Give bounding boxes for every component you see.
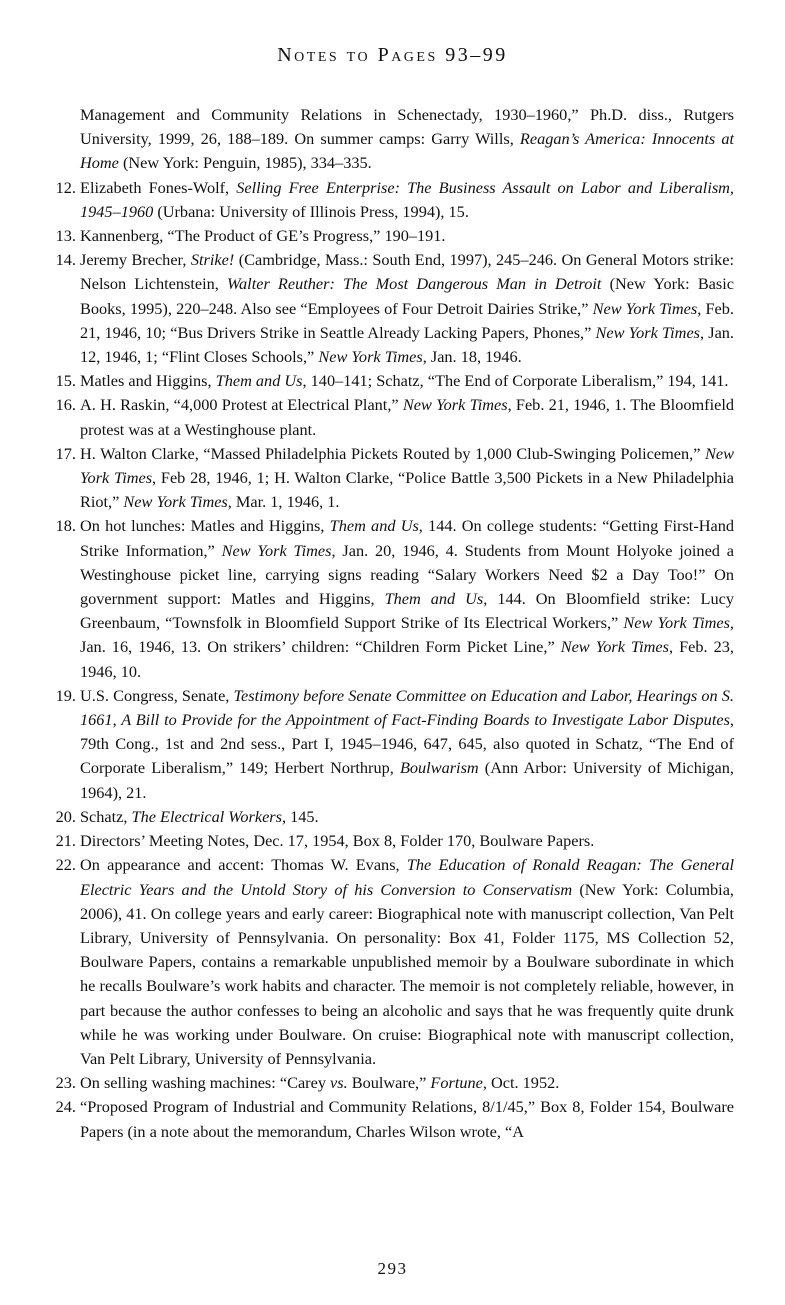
- endnote-continuation: [80, 103, 734, 176]
- endnote-number: 17.: [55, 443, 76, 463]
- endnote-text: , 144. On Bloomfield strike: Lucy Greenbaum, “Townsfolk in Bloomfield Support Strike of Its Electrical Workers,”: [80, 589, 734, 633]
- endnote-text: , Feb 28, 1946, 1; H. Walton Clarke, “Police Battle 3,500 Pickets in a New Philadelphia Riot,”: [80, 468, 734, 512]
- endnote-title-text: Them and Us: [215, 371, 303, 391]
- endnote-title-text: The Education of Ronald Reagan: The General Electric Years and the Untold Story of his Conversion to Conservatism: [80, 855, 735, 899]
- endnote: [55, 684, 734, 805]
- endnote-number: 14.: [55, 250, 76, 270]
- endnote-text: , 145.: [281, 806, 319, 826]
- endnote-text: , Oct. 1952.: [482, 1073, 560, 1093]
- endnote-title-text: New York Times: [595, 322, 701, 342]
- endnote-text: Elizabeth Fones-Wolf,: [80, 177, 237, 197]
- endnote-text: , Jan. 20, 1946, 4. Students from Mount Holyoke joined a Westinghouse picket line, carrying signs reading “Salary Workers Need $2 a Day Too!” On government support: Matles and Higgins,: [80, 540, 735, 609]
- endnote-title-text: Reagan’s America: Innocents at Home: [80, 129, 734, 173]
- page-number: 293: [377, 1259, 408, 1278]
- endnote-number: 12.: [55, 177, 76, 197]
- endnote-title-text: vs.: [330, 1073, 348, 1093]
- endnote-text: On appearance and accent: Thomas W. Evans,: [80, 855, 407, 875]
- endnote-text: “Proposed Program of Industrial and Community Relations, 8/1/45,” Box 8, Folder 154, Boulware Papers (in a note about the memorandum, Charles Wilson wrote, “A: [80, 1097, 734, 1141]
- endnote: [55, 1095, 734, 1143]
- endnote-text: (New York: Basic Books, 1995), 220–248. Also see “Employees of Four Detroit Dairies Strike,”: [80, 274, 734, 318]
- endnote-text: H. Walton Clarke, “Massed Philadelphia Pickets Routed by 1,000 Club-Swinging Policemen,”: [80, 443, 706, 463]
- endnote-text: , Feb. 21, 1946, 1. The Bloomfield protest was at a Westinghouse plant.: [80, 395, 734, 439]
- endnote-text: (New York: Columbia, 2006), 41. On college years and early career: Biographical note with manuscript collection, Van Pelt Library, University of Pennsylvania. On personality: Box 41, Folder 1175, MS Collection 52, Boulware Papers, contains a remarkable unpublished memoir by a Boulware subordinate in which he recalls Boulware’s work habits and character. The memoir is not completely reliable, however, in part because the author confesses to being an alcoholic and says that he was frequently quite drunk while he was working under Boulware. On cruise: Biographical note with manuscript collection, Van Pelt Library, University of Pennsylvania.: [80, 879, 734, 1068]
- endnote-text: , Feb. 23, 1946, 10.: [80, 637, 734, 681]
- endnote-number: 15.: [55, 371, 76, 391]
- endnote-text: U.S. Congress, Senate,: [80, 685, 234, 705]
- endnote: [55, 853, 735, 1071]
- endnote: [55, 176, 735, 224]
- endnote: [55, 805, 734, 829]
- endnote-text: Directors’ Meeting Notes, Dec. 17, 1954, Box 8, Folder 170, Boulware Papers.: [80, 831, 595, 851]
- endnote-text: , Jan. 16, 1946, 13. On strikers’ children: “Children Form Picket Line,”: [80, 613, 734, 657]
- running-head: Notes to Pages 93–99: [277, 44, 508, 66]
- endnote: [55, 1071, 734, 1095]
- endnote-title-text: Them and Us: [384, 589, 484, 609]
- endnote: [55, 514, 735, 683]
- endnote-title-text: New York Times: [560, 637, 669, 657]
- endnote-number: 13.: [55, 226, 76, 246]
- endnote: [55, 829, 734, 853]
- endnote-text: Matles and Higgins,: [80, 371, 216, 391]
- endnote-number: 21.: [55, 831, 76, 851]
- endnote-title-text: New York Times: [123, 492, 228, 512]
- endnote-text: (Cambridge, Mass.: South End, 1997), 245–246. On General Motors strike: Nelson Lichtenstein,: [80, 250, 734, 294]
- endnote-title-text: New York Times: [318, 347, 423, 367]
- endnote-text: A. H. Raskin, “4,000 Protest at Electrical Plant,”: [80, 395, 403, 415]
- endnote-number: 16.: [55, 395, 76, 415]
- endnote: [55, 442, 734, 515]
- endnote: [55, 393, 734, 441]
- endnote-text: , Jan. 12, 1946, 1; “Flint Closes Schools,”: [80, 322, 735, 367]
- endnote-title-text: New York Times: [592, 298, 698, 318]
- endnote-text: (New York: Penguin, 1985), 334–335.: [118, 153, 372, 173]
- endnote-title-text: Boulwarism: [399, 758, 479, 778]
- endnote-text: , Feb. 21, 1946, 10; “Bus Drivers Strike in Seattle Already Lacking Papers, Phones,”: [80, 298, 734, 342]
- endnote: [55, 224, 734, 248]
- endnote-text: , 144. On college students: “Getting First-Hand Strike Information,”: [80, 516, 735, 560]
- endnote-text: Schatz,: [80, 806, 132, 826]
- endnote-title-text: New York Times: [80, 443, 734, 488]
- endnote-title-text: Strike!: [190, 250, 235, 270]
- endnote-text: , 79th Cong., 1st and 2nd sess., Part I, 1945–1946, 647, 645, also quoted in Schatz, “The End of Corporate Liberalism,” 149; Herbert Northrup,: [80, 710, 734, 778]
- endnote-title-text: Testimony before Senate Committee on Education and Labor, Hearings on S. 1661, A Bill to Provide for the Appointment of Fact-Finding Boards to Investigate Labor Disputes: [80, 685, 734, 730]
- endnote: [55, 369, 734, 393]
- endnote-number: 23.: [55, 1073, 76, 1093]
- endnote-text: Management and Community Relations in Schenectady, 1930–1960,” Ph.D. diss., Rutgers University, 1999, 26, 188–189. On summer camps: Garry Wills,: [80, 105, 734, 149]
- endnote-title-text: Selling Free Enterprise: The Business Assault on Labor and Liberalism, 1945–1960: [80, 177, 735, 221]
- endnote-text: On selling washing machines: “Carey: [80, 1073, 331, 1093]
- endnote-text: (Urbana: University of Illinois Press, 1994), 15.: [153, 201, 469, 221]
- endnote-title-text: New York Times: [221, 540, 332, 560]
- endnote-text: , Jan. 18, 1946.: [422, 347, 522, 367]
- endnote-title-text: The Electrical Workers: [131, 806, 282, 826]
- endnote-text: , Mar. 1, 1946, 1.: [227, 492, 340, 512]
- endnote-title-text: Walter Reuther: The Most Dangerous Man in Detroit: [226, 274, 602, 294]
- endnote-number: 20.: [55, 806, 76, 826]
- endnote-text: Kannenberg, “The Product of GE’s Progress,” 190–191.: [80, 226, 446, 246]
- endnote-text: , 140–141; Schatz, “The End of Corporate Liberalism,” 194, 141.: [302, 371, 729, 391]
- endnote-text: (Ann Arbor: University of Michigan, 1964), 21.: [80, 758, 734, 802]
- endnote-number: 22.: [55, 855, 76, 875]
- endnote-number: 24.: [55, 1097, 76, 1117]
- endnote-title-text: Fortune: [430, 1073, 483, 1093]
- endnote-title-text: New York Times: [623, 613, 730, 633]
- endnote-number: 18.: [55, 516, 76, 536]
- endnote-text: Boulware,”: [347, 1073, 431, 1093]
- endnote: [55, 248, 735, 369]
- endnote-text: Jeremy Brecher,: [80, 250, 191, 270]
- endnote-title-text: New York Times: [402, 395, 508, 415]
- endnote-number: 19.: [55, 685, 76, 705]
- endnote-title-text: Them and Us: [329, 516, 419, 536]
- endnotes-list: [55, 103, 735, 1144]
- endnote-text: On hot lunches: Matles and Higgins,: [80, 516, 330, 536]
